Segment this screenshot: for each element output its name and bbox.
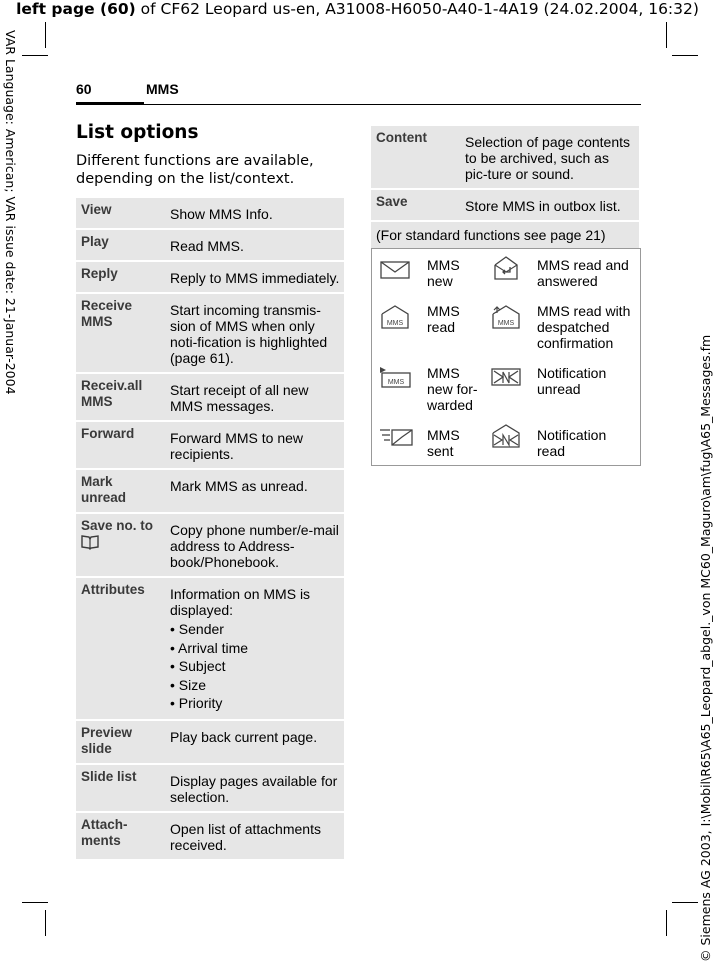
icon-legend <box>371 248 641 466</box>
options-table <box>76 196 344 861</box>
option-value: Forward MMS to new recipients. <box>165 422 344 468</box>
envelope-despatched-mms-icon <box>489 304 523 330</box>
crop-mark <box>666 22 667 48</box>
option-value: Start incoming transmis-sion of MMS when only noti-fication is highlighted (page 61). <box>165 294 344 372</box>
table-row <box>371 190 639 220</box>
option-key: View <box>76 198 165 228</box>
option-key: Attributes <box>76 578 165 719</box>
envelope-forwarded-mms-icon <box>378 365 412 389</box>
print-header-rest: of CF62 Leopard us-en, A31008-H6050-A40-1-4A19 (24.02.2004, 16:32) <box>135 0 699 18</box>
legend-notification-read: Notification read <box>537 427 607 459</box>
table-row <box>76 374 344 420</box>
option-key-text: Save no. to <box>81 518 154 533</box>
crop-mark <box>45 22 46 48</box>
option-key: Reply <box>76 262 165 292</box>
notification-read-icon <box>491 423 521 449</box>
page-section: MMS <box>146 81 179 97</box>
option-key: Content <box>371 126 460 188</box>
table-row <box>76 198 344 228</box>
table-row <box>76 422 344 468</box>
notification-unread-icon <box>491 366 521 388</box>
print-header <box>0 0 715 18</box>
options-table-continued <box>371 124 639 250</box>
crop-mark <box>22 55 48 56</box>
legend-mms-read-despatched: MMS read with despatched confirmation <box>537 303 631 351</box>
svg-text:MMS: MMS <box>497 320 515 327</box>
option-value <box>165 578 344 719</box>
option-value: Selection of page contents to be archived, such as pic-ture or sound. <box>460 126 639 188</box>
table-row <box>76 230 344 260</box>
legend-mms-sent: MMS sent <box>427 427 460 459</box>
print-header-bold: left page (60) <box>16 0 136 18</box>
option-value: Reply to MMS immediately. <box>165 262 344 292</box>
option-key: Attach-ments <box>76 813 165 859</box>
option-value-text: Information on MMS is displayed: <box>170 586 311 618</box>
crop-mark <box>45 910 46 936</box>
option-key: Slide list <box>76 765 165 811</box>
option-key: Receiv.all MMS <box>76 374 165 420</box>
legend-mms-new-forwarded: MMS new for-warded <box>427 365 478 413</box>
table-row <box>371 126 639 188</box>
standard-functions-note: (For standard functions see page 21) <box>371 222 639 248</box>
table-row <box>76 578 344 719</box>
crop-mark <box>672 902 698 903</box>
option-key: Forward <box>76 422 165 468</box>
table-row <box>76 721 344 763</box>
envelope-sent-icon <box>378 426 414 448</box>
page-number: 60 <box>76 81 92 97</box>
legend-notification-unread: Notification unread <box>537 365 607 397</box>
option-value: Display pages available for selection. <box>165 765 344 811</box>
side-text-left: VAR Language: American; VAR issue date: 21-Januar-2004 <box>3 30 18 395</box>
option-value: Open list of attachments received. <box>165 813 344 859</box>
legend-mms-read: MMS read <box>427 303 460 335</box>
option-value: Show MMS Info. <box>165 198 344 228</box>
option-key: Mark unread <box>76 470 165 512</box>
option-key: Preview slide <box>76 721 165 763</box>
svg-text:MMS: MMS <box>387 379 405 386</box>
attributes-list <box>170 620 340 713</box>
side-text-right: © Siemens AG 2003, I:\Mobil\R65\A65_Leopard_abgel._von MC60_Maguro\am\fug\A65_Messages.fm <box>698 334 713 962</box>
option-value: Read MMS. <box>165 230 344 260</box>
svg-text:MMS: MMS <box>386 320 404 327</box>
crop-mark <box>672 55 698 56</box>
list-item: • Subject <box>170 657 340 676</box>
option-value: Mark MMS as unread. <box>165 470 344 512</box>
option-key <box>76 514 165 576</box>
envelope-closed-icon <box>380 259 410 281</box>
list-item: • Priority <box>170 694 340 713</box>
crop-mark <box>22 902 48 903</box>
option-key: Save <box>371 190 460 220</box>
list-item: • Sender <box>170 620 340 639</box>
header-rule-accent <box>76 102 144 105</box>
crop-mark <box>666 910 667 936</box>
option-value: Start receipt of all new MMS messages. <box>165 374 344 420</box>
legend-mms-new: MMS new <box>427 257 460 289</box>
option-key: Receive MMS <box>76 294 165 372</box>
table-row <box>76 813 344 859</box>
table-row <box>76 262 344 292</box>
list-item: • Size <box>170 676 340 695</box>
table-row <box>371 222 639 248</box>
table-row <box>76 470 344 512</box>
option-key: Play <box>76 230 165 260</box>
table-row <box>76 765 344 811</box>
header-rule <box>76 104 641 105</box>
phonebook-icon <box>81 534 99 550</box>
table-row <box>76 514 344 576</box>
envelope-open-mms-icon <box>380 304 410 330</box>
section-heading: List options <box>76 122 199 143</box>
option-value: Store MMS in outbox list. <box>460 190 639 220</box>
option-value: Copy phone number/e-mail address to Address-book/Phonebook. <box>165 514 344 576</box>
intro-text: Different functions are available, depending on the list/context. <box>76 153 314 187</box>
envelope-answered-icon <box>491 255 521 281</box>
list-item: • Arrival time <box>170 639 340 658</box>
table-row <box>76 294 344 372</box>
option-value: Play back current page. <box>165 721 344 763</box>
legend-mms-read-answered: MMS read and answered <box>537 257 629 289</box>
